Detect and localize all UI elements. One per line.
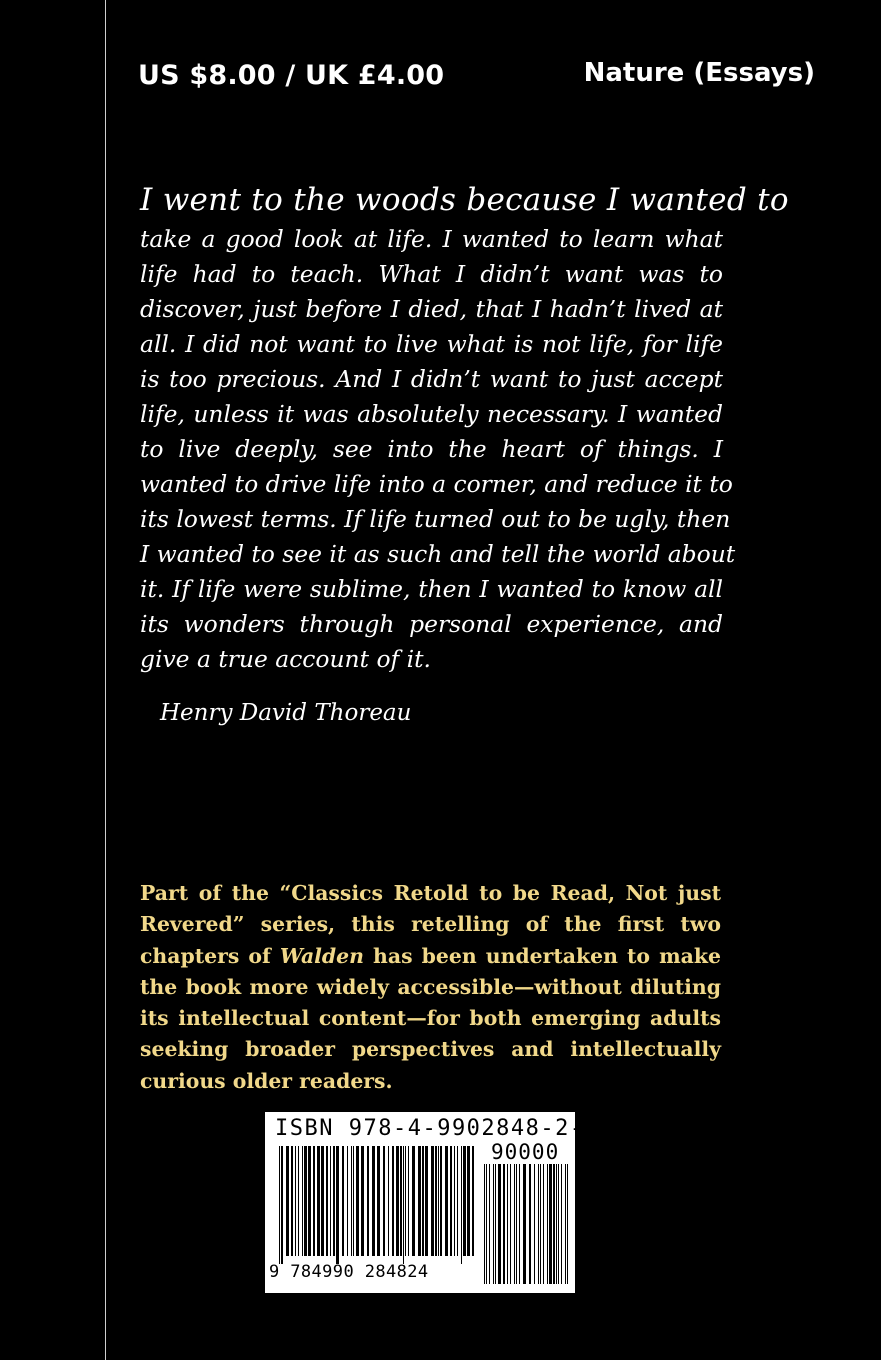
spine-divider [105,0,106,1360]
barcode-bar [461,1146,462,1264]
barcode-bar [553,1164,555,1284]
barcode-bar [438,1146,439,1256]
barcode-bar [383,1146,385,1256]
barcode-bar [450,1146,452,1256]
barcode-bar [351,1146,352,1256]
barcode-bar [538,1164,539,1284]
blurb-text: has been undertaken to make [363,943,721,968]
barcode-bar [291,1146,293,1256]
barcode-bar [543,1164,544,1284]
barcode-bar [514,1164,515,1284]
barcode-bar [367,1146,369,1256]
barcode-bar [412,1146,415,1256]
barcode-bar [298,1146,299,1256]
barcode-bar [519,1164,520,1284]
quote-line: all. I did not want to live what is not life, for life [140,330,723,358]
thoreau-quote [140,178,789,677]
barcode-bar [361,1146,364,1256]
barcode-bar [286,1146,289,1256]
quote-line: to live deeply, see into the heart of things. I [140,435,723,463]
barcode-bar [400,1146,402,1256]
barcode-bar [313,1146,315,1256]
barcode-bar [489,1164,490,1284]
barcode-bar [507,1164,508,1284]
barcode-bar [422,1146,424,1256]
price-label: US $8.00 / UK £4.00 [138,60,445,91]
category-label: Nature (Essays) [583,58,815,88]
barcode-bar [445,1146,448,1256]
blurb-line: the book more widely accessible—without diluting [140,974,721,999]
barcode-bar [353,1146,354,1256]
barcode-bar [388,1146,389,1256]
barcode-bar [308,1146,311,1256]
blurb-line [140,941,721,972]
barcode-bar [342,1146,344,1256]
barcode-bar [493,1164,494,1284]
barcode-bar [463,1146,466,1256]
barcode-bar [302,1146,303,1256]
barcode-bar [547,1164,548,1284]
barcode-bar [457,1146,458,1256]
blurb-line: its intellectual content—for both emerging adults [140,1006,721,1031]
barcode-bar [377,1146,380,1256]
ean-digits: 9 784990 284824 [269,1262,429,1282]
barcode-bar [567,1164,568,1284]
barcode-bar [317,1146,320,1256]
blurb-text: chapters of [140,943,280,968]
series-blurb [140,878,721,1097]
quote-line: is too precious. And I didn’t want to just accept [140,365,723,393]
barcode-bar [425,1146,428,1256]
quote-line: discover, just before I died, that I hadn’t lived at [140,295,723,323]
barcode-bar [336,1146,339,1264]
barcode-bar [396,1146,399,1256]
barcode-bar [510,1164,511,1284]
barcode-bar [326,1146,328,1256]
barcode-bar [435,1146,437,1256]
barcode-bar [279,1146,280,1264]
barcode-bar [558,1164,559,1284]
barcode-bar [281,1146,283,1264]
isbn-barcode [265,1112,600,1293]
barcode-bar [392,1146,394,1256]
blurb-line: curious older readers. [140,1068,393,1093]
barcode-bar [534,1164,535,1284]
quote-line: life had to teach. What I didn’t want was to [140,260,723,288]
barcode-bar [540,1164,541,1284]
barcode-bar [418,1146,421,1256]
barcode-bar [347,1146,348,1256]
barcode-bar [484,1164,485,1284]
quote-line: its wonders through personal experience, and [140,610,723,638]
barcode-bar [330,1146,331,1256]
barcode-bar [295,1146,296,1256]
barcode-bar [440,1146,442,1256]
barcode-bar [529,1164,531,1284]
barcode-bar [516,1164,517,1284]
barcode-bar [454,1146,455,1256]
barcode-bar [304,1146,307,1256]
barcode-bar [467,1146,470,1256]
barcode-bar [372,1146,375,1256]
blurb-line: Part of the “Classics Retold to be Read, Not just [140,881,721,905]
blurb-line: seeking broader perspectives and intellectually [140,1037,721,1062]
quote-attribution: Henry David Thoreau [160,700,412,726]
blurb-line: Revered” series, this retelling of the first two [140,912,721,937]
isbn-number: ISBN 978-4-9902848-2-4 [275,1116,600,1141]
quote-line: it. If life were sublime, then I wanted to know all [140,575,723,603]
barcode-bar [405,1146,406,1256]
quote-line: take a good look at life. I wanted to learn what [140,225,723,253]
book-title: Walden [279,943,364,968]
quote-line: I wanted to see it as such and tell the world about [140,540,736,568]
quote-line: give a true account of it. [140,645,431,673]
quote-line: life, unless it was absolutely necessary. I wanted [140,400,723,428]
barcode-bar [495,1164,496,1284]
addon-bars [484,1164,570,1284]
price-addon-code: 90000 [491,1140,560,1164]
barcode-bar [403,1146,404,1264]
barcode-bar [556,1164,557,1284]
barcode-bar [549,1164,552,1284]
barcode-bar [523,1164,526,1284]
barcode-bar [321,1146,324,1256]
quote-line: its lowest terms. If life turned out to be ugly, then [140,505,731,533]
barcode-bar [472,1146,474,1256]
barcode-bar [408,1146,409,1256]
barcode-bar [431,1146,434,1256]
barcode-bar [356,1146,359,1256]
barcode-bar [486,1164,487,1284]
barcode-bar [333,1146,335,1256]
barcode-bar [503,1164,505,1284]
quote-line: wanted to drive life into a corner, and reduce it to [140,470,733,498]
barcode-bar [565,1164,566,1284]
quote-first-line: I went to the woods because I wanted to [140,182,789,218]
barcode-bar [498,1164,501,1284]
barcode-bar [561,1164,562,1284]
